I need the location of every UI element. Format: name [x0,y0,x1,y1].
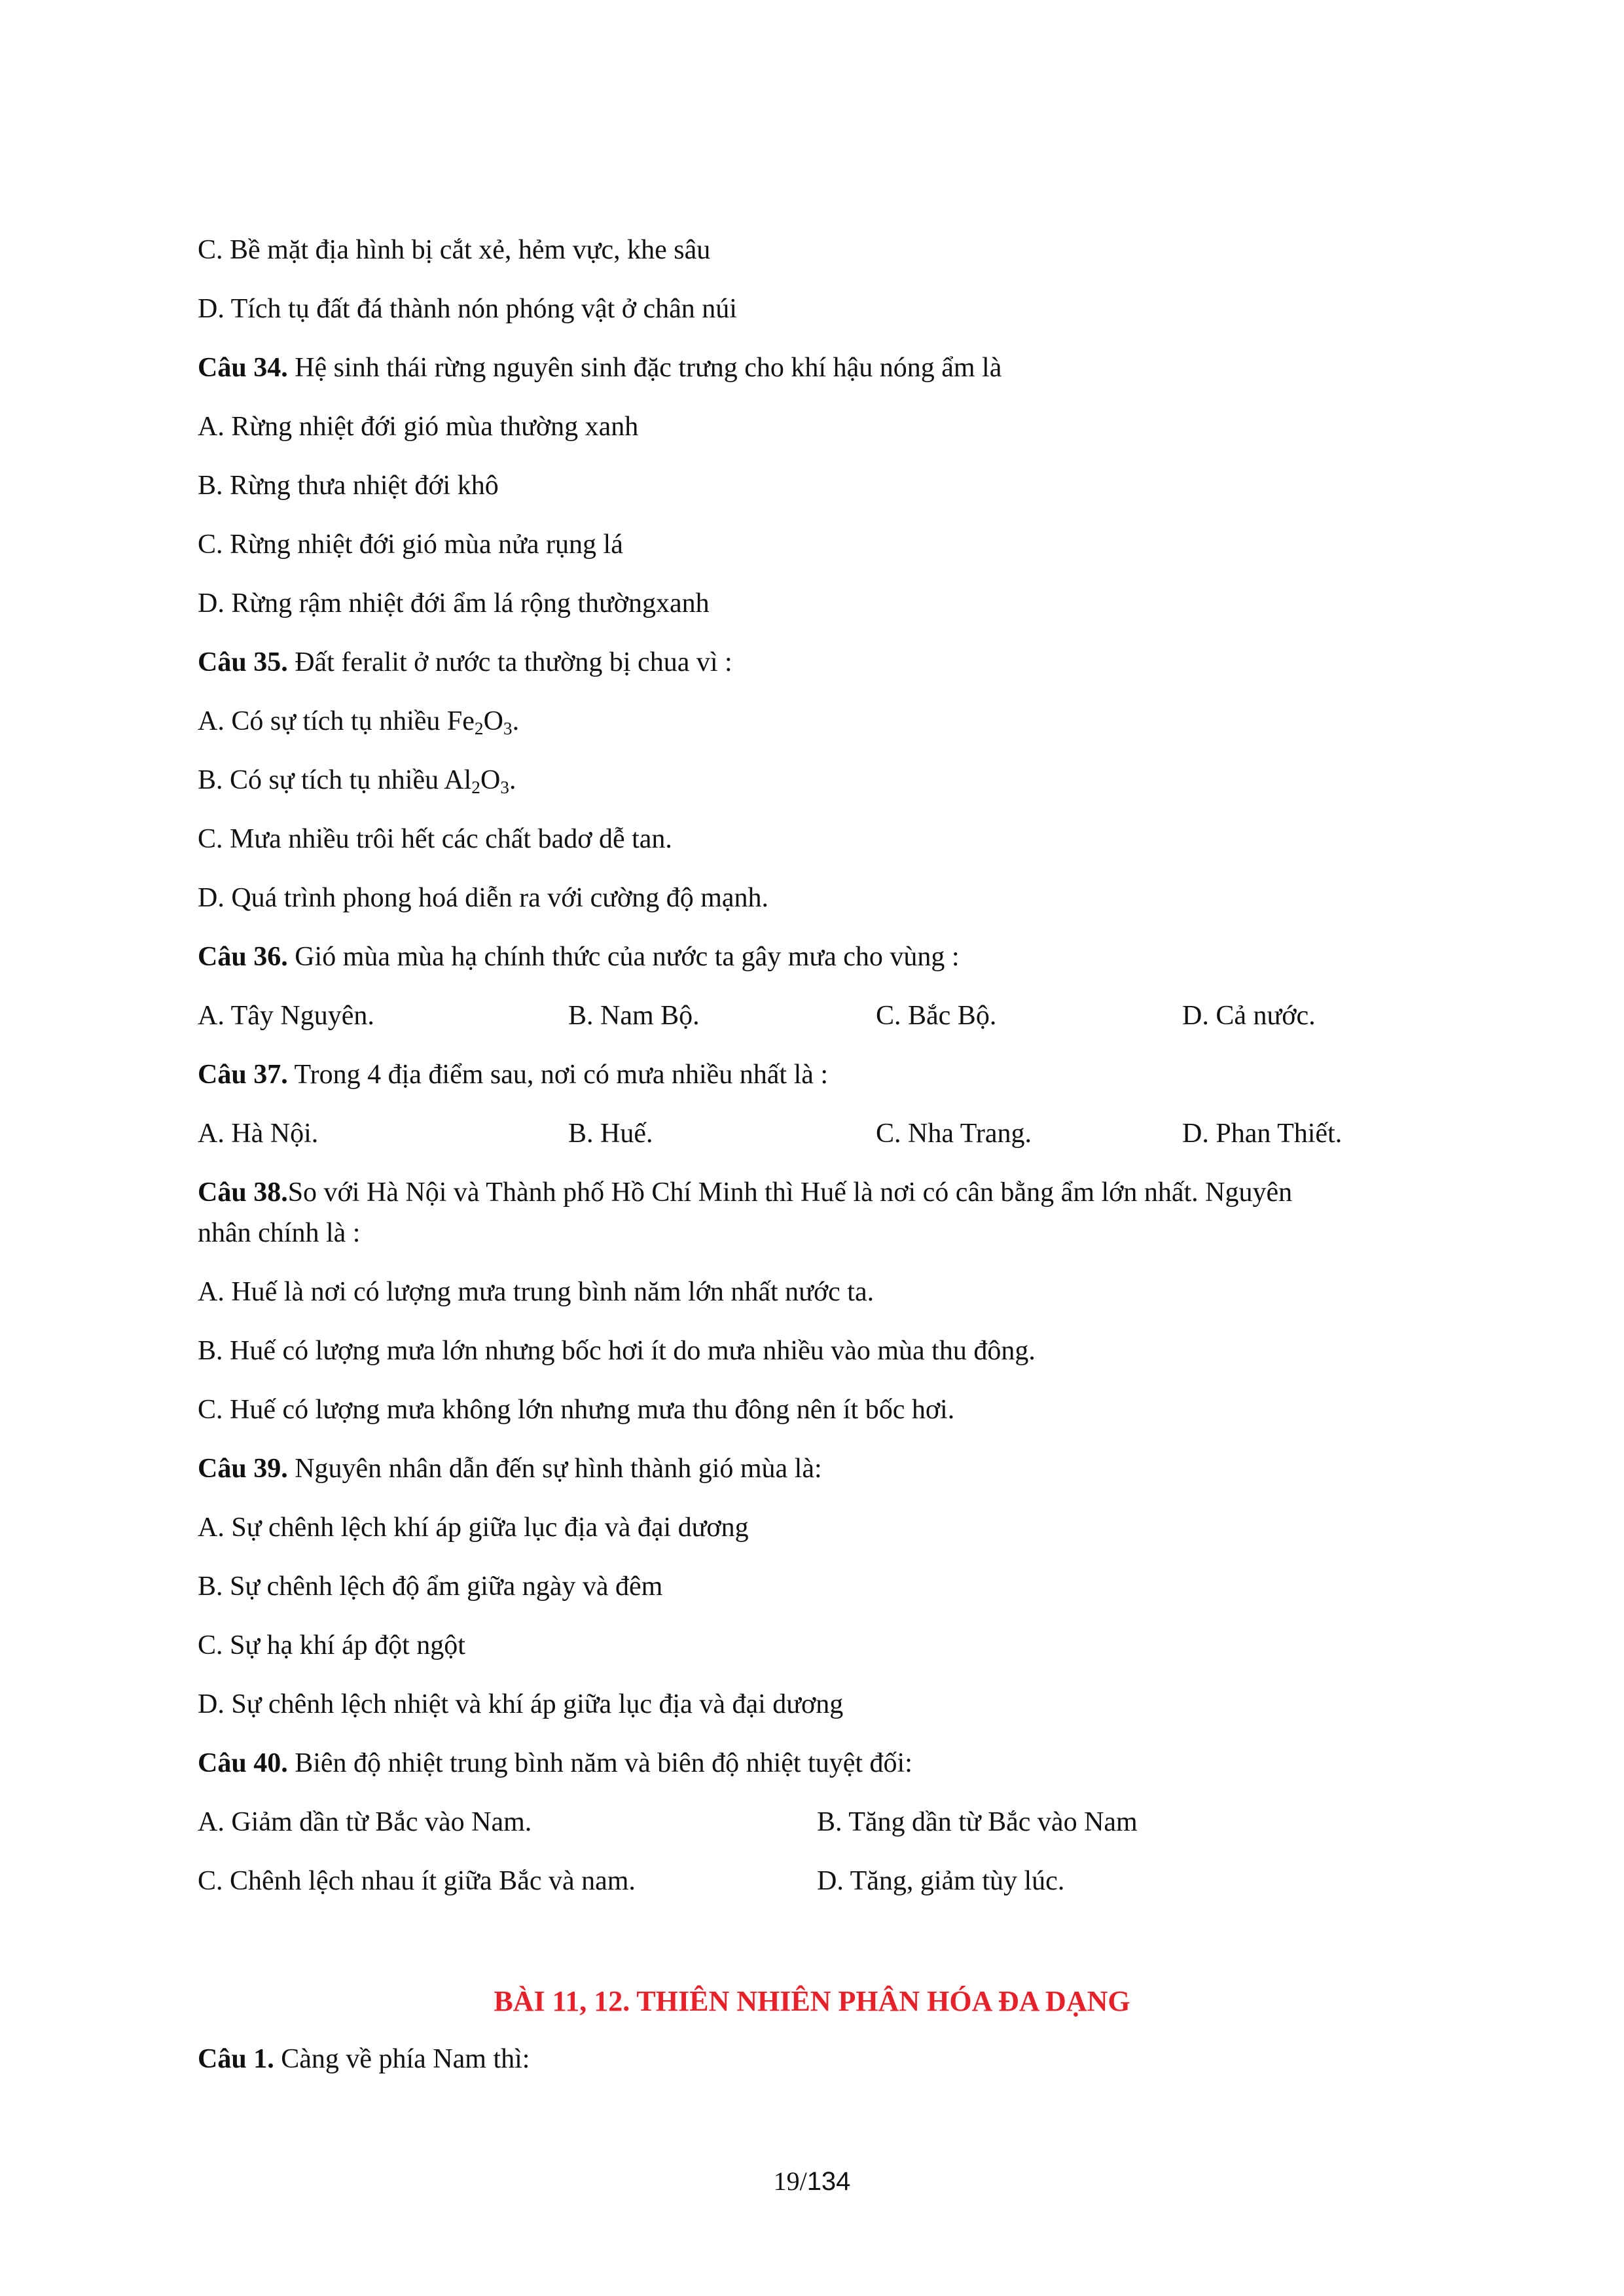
question-text: Càng về phía Nam thì: [274,2044,530,2074]
q35-option-c: C. Mưa nhiều trôi hết các chất badơ dễ tan. [198,824,672,854]
question-label: Câu 34. [198,353,288,383]
q38-option-b: B. Huế có lượng mưa lớn nhưng bốc hơi ít do mưa nhiều vào mùa thu đông. [198,1336,1036,1366]
question-38-cont: nhân chính là : [198,1218,361,1248]
question-34 [198,351,1001,386]
q35-option-a: A. Có sự tích tụ nhiều $Fe_2O_3$. [198,706,520,738]
section-title: BÀI 11, 12. THIÊN NHIÊN PHÂN HÓA ĐA DẠNG [494,1985,1130,2017]
q39-option-b: B. Sự chênh lệch độ ẩm giữa ngày và đêm [198,1571,663,1602]
question-text: Biên độ nhiệt trung bình năm và biên độ nhiệt tuyệt đối: [287,1748,912,1778]
option-c-prev: C. Bề mặt địa hình bị cắt xẻ, hẻm vực, khe sâu [198,235,711,265]
page-number: 19/134 [773,2166,851,2196]
q38-option-c: C. Huế có lượng mưa không lớn nhưng mưa thu đông nên ít bốc hơi. [198,1395,955,1425]
question-40 [198,1746,912,1781]
q36-option-a: A. Tây Nguyên. [198,1001,374,1031]
question-label: Câu 40. [198,1748,288,1778]
question-label: Câu 38. [198,1177,288,1208]
question-39 [198,1452,822,1486]
question-35 [198,645,732,680]
q36-option-d: D. Cả nước. [1182,1001,1316,1031]
q35-option-b: B. Có sự tích tụ nhiều $Al_2O_3$. [198,765,516,797]
option-d-prev: D. Tích tụ đất đá thành nón phóng vật ở chân núi [198,294,737,324]
q35-option-d: D. Quá trình phong hoá diễn ra với cường độ mạnh. [198,883,769,913]
question-38 [198,1175,1292,1210]
q37-option-d: D. Phan Thiết. [1182,1119,1343,1149]
q36-option-b: B. Nam Bộ. [568,1001,700,1031]
q40-option-b: B. Tăng dần từ Bắc vào Nam [817,1807,1138,1837]
question-label: Câu 35. [198,647,288,677]
question-label: Câu 39. [198,1454,288,1484]
q37-option-c: C. Nha Trang. [876,1119,1032,1149]
q39-option-a: A. Sự chênh lệch khí áp giữa lục địa và đại dương [198,1513,749,1543]
q38-option-a: A. Huế là nơi có lượng mưa trung bình năm lớn nhất nước ta. [198,1277,875,1307]
question-text: Gió mùa mùa hạ chính thức của nước ta gây mưa cho vùng : [287,942,960,972]
question-text: Đất feralit ở nước ta thường bị chua vì : [287,647,732,677]
q34-option-c: C. Rừng nhiệt đới gió mùa nửa rụng lá [198,529,623,560]
question-text: Nguyên nhân dẫn đến sự hình thành gió mùa là: [287,1454,822,1484]
q40-option-a: A. Giảm dần từ Bắc vào Nam. [198,1807,532,1837]
question-text: So với Hà Nội và Thành phố Hồ Chí Minh thì Huế là nơi có cân bằng ẩm lớn nhất. Nguyên [287,1177,1293,1208]
q40-option-d: D. Tăng, giảm tùy lúc. [817,1866,1065,1896]
question-text: Trong 4 địa điểm sau, nơi có mưa nhiều nhất là : [287,1060,829,1090]
question-text: Hệ sinh thái rừng nguyên sinh đặc trưng cho khí hậu nóng ẩm là [287,353,1002,383]
q39-option-c: C. Sự hạ khí áp đột ngột [198,1630,465,1660]
q34-option-a: A. Rừng nhiệt đới gió mùa thường xanh [198,412,639,442]
q37-option-b: B. Huế. [568,1119,653,1149]
q34-option-d: D. Rừng rậm nhiệt đới ẩm lá rộng thườngxanh [198,588,710,619]
question-1 [198,2042,530,2077]
q34-option-b: B. Rừng thưa nhiệt đới khô [198,471,499,501]
question-37 [198,1058,828,1092]
q37-option-a: A. Hà Nội. [198,1119,319,1149]
question-label: Câu 37. [198,1060,288,1090]
q36-option-c: C. Bắc Bộ. [876,1001,997,1031]
q39-option-d: D. Sự chênh lệch nhiệt và khí áp giữa lục địa và đại dương [198,1689,844,1719]
q40-option-c: C. Chênh lệch nhau ít giữa Bắc và nam. [198,1866,636,1896]
question-label: Câu 36. [198,942,288,972]
question-36 [198,940,960,975]
question-label: Câu 1. [198,2044,274,2074]
